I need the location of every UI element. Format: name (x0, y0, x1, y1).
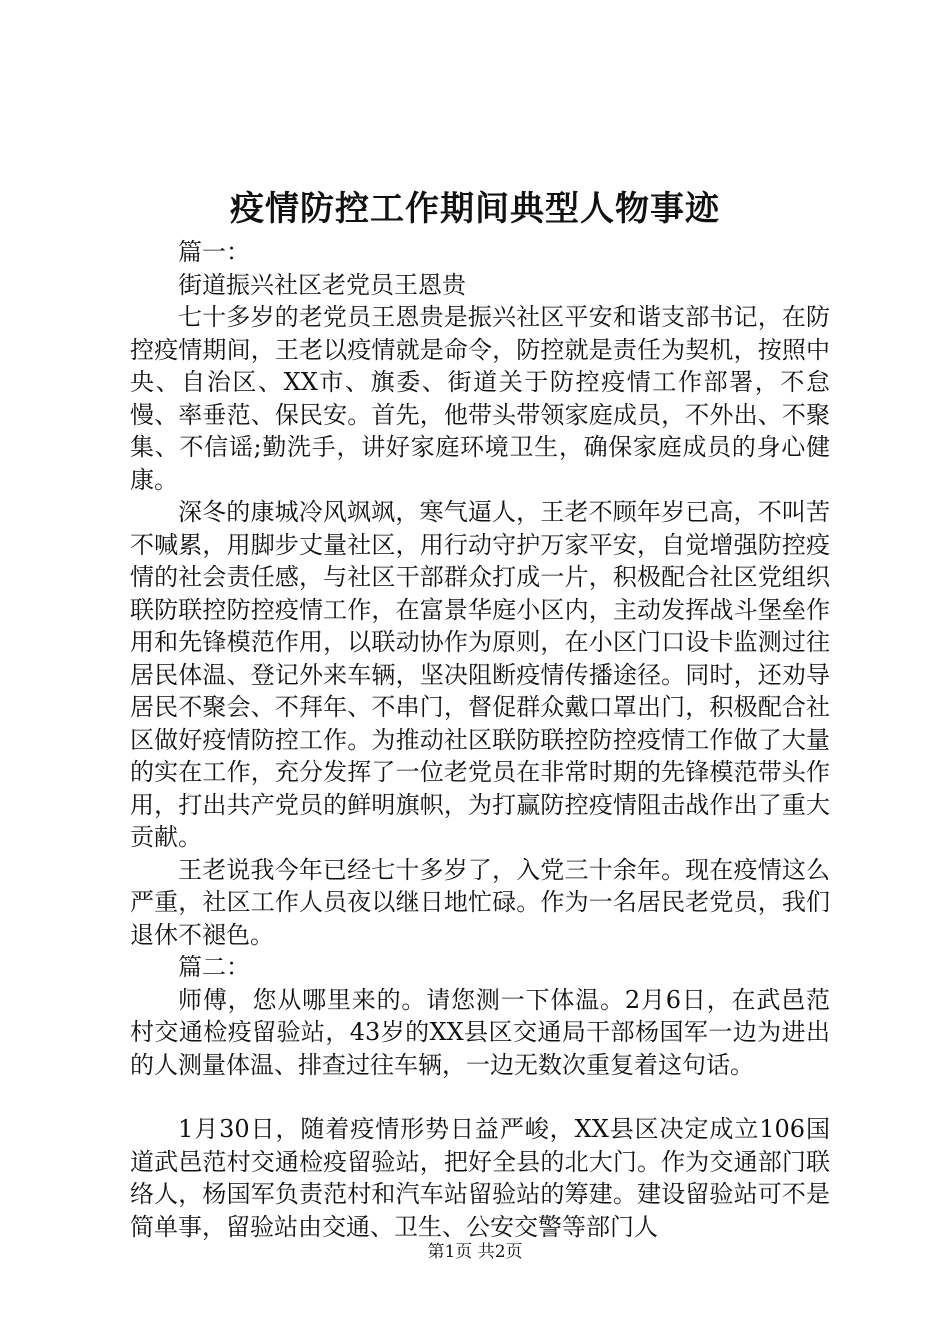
page-footer: 第1页 共2页 (427, 1242, 523, 1262)
document-title: 疫情防控工作期间典型人物事迹 (230, 189, 720, 229)
paragraph: 1月30日，随着疫情形势日益严峻，XX县区决定成立106国道武邑范村交通检疫留验站，把好全县的北大门。作为交通部门联络人，杨国军负责范村和汽车站留验站的筹建。建设留验站可不是简单事，留验站由交通、卫生、公安交警等部门人 (130, 1115, 830, 1241)
paragraph: 深冬的康城冷风飒飒，寒气逼人，王老不顾年岁已高，不叫苦不喊累，用脚步丈量社区，用行动守护万家平安，自觉增强防控疫情的社会责任感，与社区干部群众打成一片，积极配合社区党组织联防联控防控疫情工作，在富景华庭小区内，主动发挥战斗堡垒作用和先锋模范作用，以联动协作为原则，在小区门口设卡监测过往居民体温、登记外来车辆，坚决阻断疫情传播途径。同时，还劝导居民不聚会、不拜年、不串门，督促群众戴口罩出门，积极配合社区做好疫情防控工作。为推动社区联防联控防控疫情工作做了大量的实在工作，充分发挥了一位老党员在非常时期的先锋模范带头作用，打出共产党员的鲜明旗帜，为打赢防控疫情阻击战作出了重大贡献。 (130, 498, 830, 851)
paragraph-section-two-heading: 篇二： (178, 953, 250, 981)
paragraph: 七十多岁的老党员王恩贵是振兴社区平安和谐支部书记，在防控疫情期间，王老以疫情就是命令，防控就是责任为契机，按照中央、自治区、XX市、旗委、街道关于防控疫情工作部署，不怠慢、率垂范、保民安。首先，他带头带领家庭成员，不外出、不聚集、不信谣;勤洗手，讲好家庭环境卫生，确保家庭成员的身心健康。 (130, 303, 830, 494)
paragraph-subject-name: 街道振兴社区老党员王恩贵 (178, 270, 466, 299)
paragraph: 王老说我今年已经七十多岁了，入党三十余年。现在疫情这么严重，社区工作人员夜以继日地忙碌。作为一名居民老党员，我们退休不褪色。 (130, 855, 830, 949)
paragraph-section-one-heading: 篇一： (178, 238, 250, 266)
paragraph: 师傅，您从哪里来的。请您测一下体温。2月6日，在武邑范村交通检疫留验站，43岁的XX县区交通局干部杨国军一边为进出的人测量体温、排查过往车辆，一边无数次重复着这句话。 (130, 985, 830, 1079)
document-body (130, 236, 830, 1243)
